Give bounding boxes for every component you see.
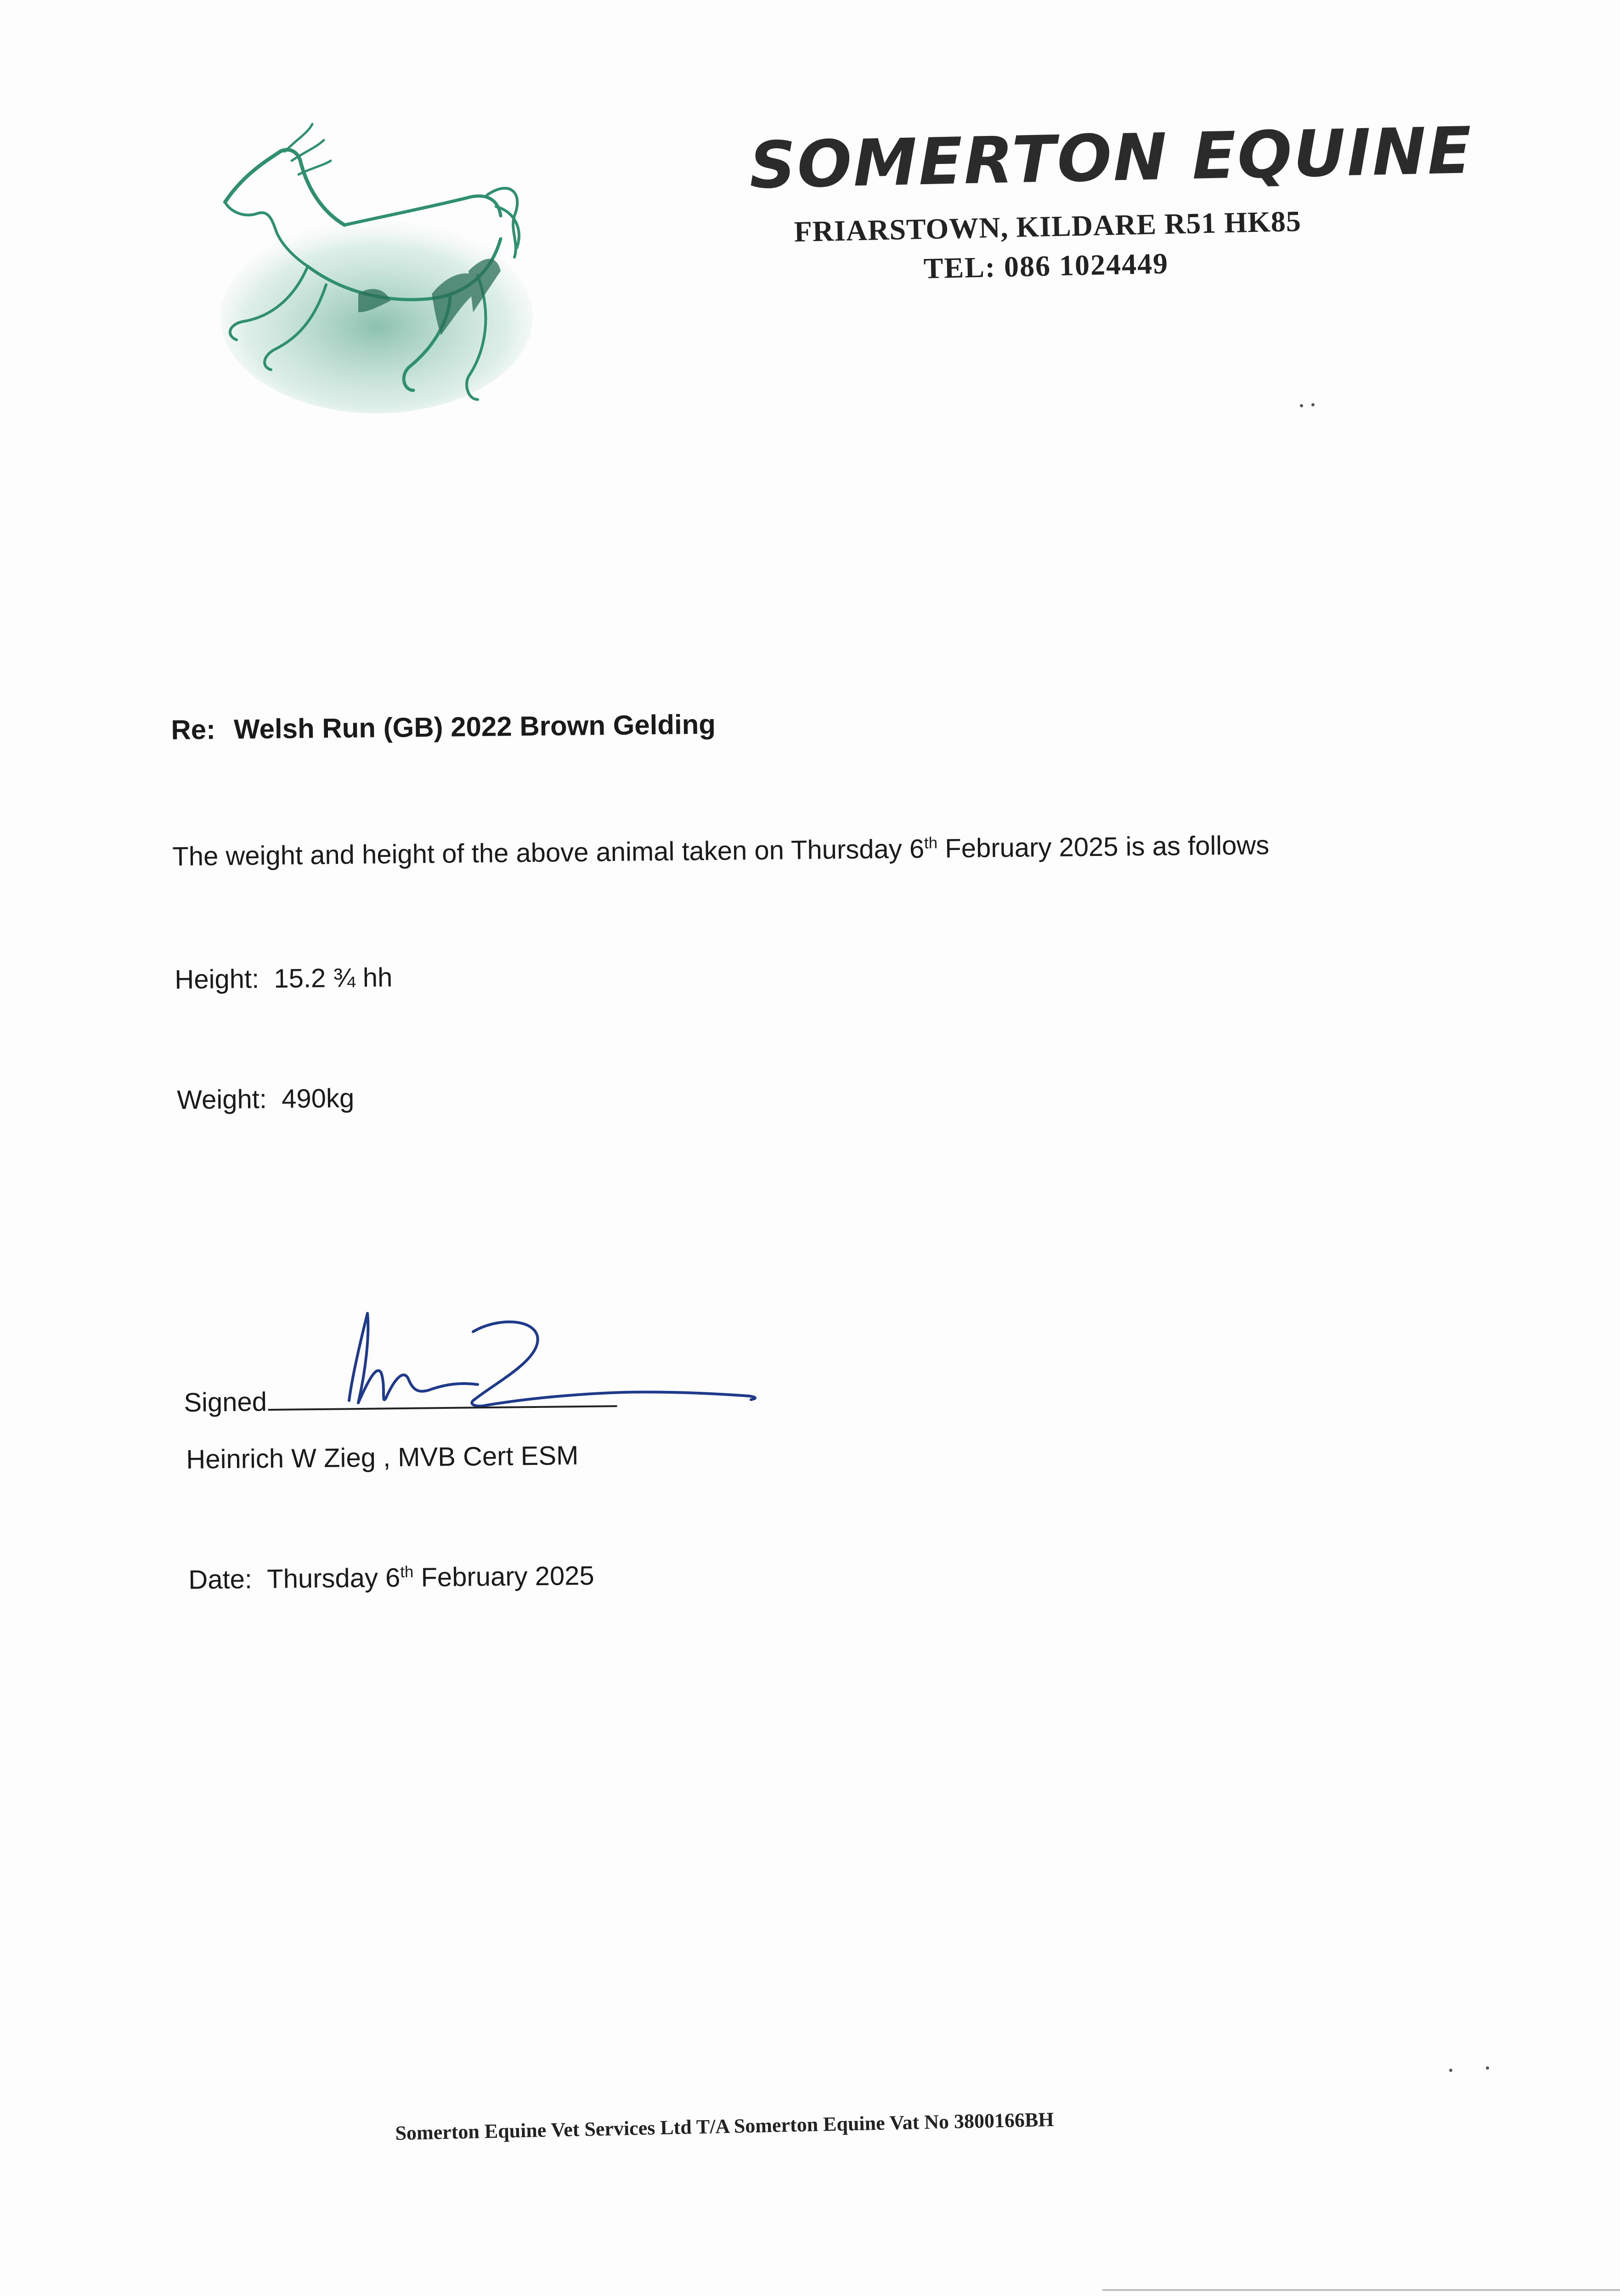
body-ordinal: th bbox=[924, 834, 938, 852]
signed-label: Signed bbox=[184, 1387, 267, 1418]
company-address: FRIARSTOWN, KILDARE R51 HK85 bbox=[794, 204, 1302, 248]
body-text bbox=[172, 830, 1270, 872]
date-rest: February 2025 bbox=[413, 1560, 595, 1593]
body-text-start: The weight and height of the above animal taken on Thursday 6 bbox=[172, 833, 925, 872]
weight-value: 490kg bbox=[281, 1083, 355, 1114]
date-label: Date: bbox=[188, 1564, 253, 1595]
scan-speck bbox=[1486, 2066, 1489, 2070]
footer-company-details: Somerton Equine Vet Services Ltd T/A Somerton Equine Vat No 3800166BH bbox=[395, 2108, 1054, 2144]
signed-row bbox=[184, 1381, 617, 1418]
height-label: Height: bbox=[175, 964, 260, 995]
height-value: 15.2 ¾ hh bbox=[274, 962, 393, 994]
company-telephone: TEL: 086 1024449 bbox=[923, 247, 1169, 285]
date-ordinal: th bbox=[400, 1563, 414, 1581]
galloping-horse-icon bbox=[193, 119, 542, 432]
weight-row bbox=[177, 1083, 355, 1115]
date-row bbox=[188, 1560, 594, 1595]
signature-line bbox=[268, 1381, 617, 1411]
date-day: Thursday 6 bbox=[266, 1563, 401, 1594]
scan-speck bbox=[1449, 2069, 1452, 2072]
body-text-end: February 2025 is as follows bbox=[937, 830, 1270, 864]
re-line bbox=[171, 709, 716, 746]
scan-edge-line bbox=[1102, 2289, 1620, 2291]
weight-label: Weight: bbox=[177, 1084, 267, 1115]
re-subject: Welsh Run (GB) 2022 Brown Gelding bbox=[233, 709, 716, 745]
height-row bbox=[175, 962, 393, 995]
re-label: Re: bbox=[171, 714, 216, 745]
scan-speck bbox=[1311, 403, 1315, 406]
vet-name: Heinrich W Zieg , MVB Cert ESM bbox=[186, 1441, 579, 1474]
company-name: SOMERTON EQUINE bbox=[749, 113, 1474, 203]
scan-speck bbox=[1300, 404, 1303, 407]
